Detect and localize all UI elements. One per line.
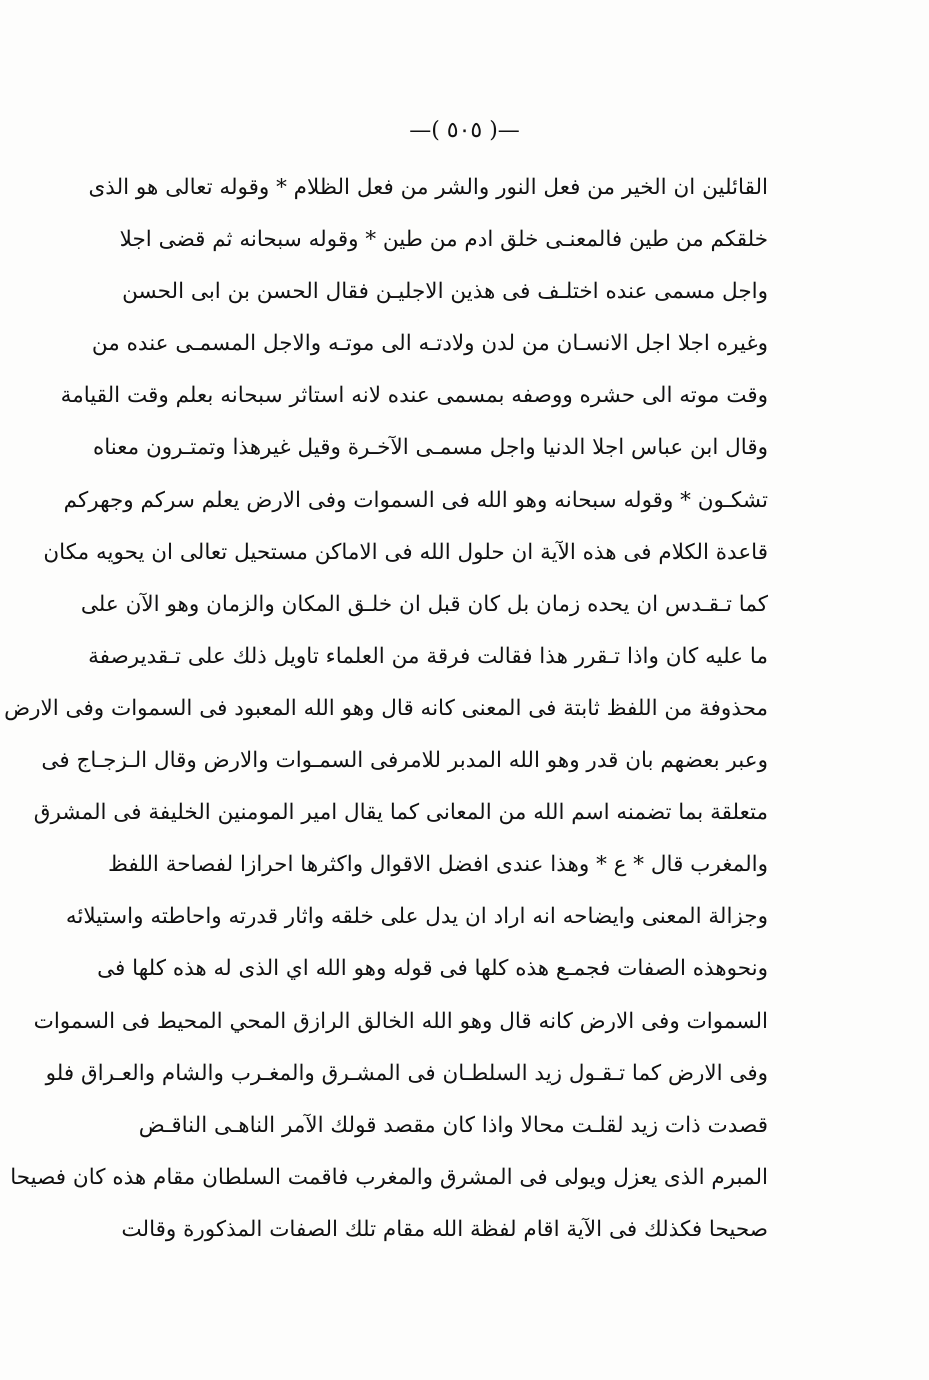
text-line: كما تـقـدس ان يحده زمان بل كان قبل ان خلـق المكان والزمان وهو الآن على — [80, 591, 768, 617]
text-line: وجزالة المعنى وايضاحه انه اراد ان يدل على خلقه واثار قدرته واحاطته واستيلائه — [65, 904, 768, 930]
text-line: صحيحا فكذلك فى الآية اقام لفظة الله مقام تلك الصفات المذكورة وقالت — [121, 1216, 768, 1242]
text-line: واجل مسمى عنده اختلـف فى هذين الاجليـن فقال الحسن بن ابى الحسن — [122, 279, 768, 305]
text-line: وفى الارض كما تـقـول زيد السلطـان فى المشـرق والمغـرب والشام والعـراق فلو — [45, 1060, 768, 1086]
text-line: القائلين ان الخير من فعل النور والشر من فعل الظلام * وقوله تعالى هو الذى — [88, 175, 768, 200]
body-text — [4, 162, 768, 1256]
text-line: والمغرب قال * ع * وهذا عندى افضل الاقوال واكثرها احرازا لفصاحة اللفظ — [107, 852, 768, 878]
text-line: متعلقة بما تضمنه اسم الله من المعانى كما يقال امير المومنين الخليفة فى المشرق — [33, 800, 768, 826]
text-line: وغيره اجلا اجل الانسـان من لدن ولادتـه الى موتـه والاجل المسمـى عنده من — [91, 331, 768, 357]
text-line: محذوفة من اللفظ ثابتة فى المعنى كانه قال وهو الله المعبود فى السموات وفى الارض — [4, 695, 768, 721]
text-line: قصدت ذات زيد لقلـت محالا واذا كان مقصد قولك الآمر الناهـى الناقـض — [138, 1112, 768, 1138]
text-line: المبرم الذى يعزل ويولى فى المشرق والمغرب فاقمت السلطان مقام هذه كان فصيحا — [10, 1164, 768, 1190]
text-line: وعبر بعضهم بان قدر وهو الله المدبر للامرفى السمـوات والارض وقال الـزجـاج فى — [41, 748, 768, 774]
text-line: وقال ابن عباس اجلا الدنيا واجل مسمـى الآخـرة وقيل غيرهذا وتمتـرون معناه — [92, 435, 768, 461]
text-line: خلقكم من طين فالمعنـى خلق ادم من طين * وقوله سبحانه ثم قضى اجلا — [119, 227, 768, 253]
page-number: —( ٥٠٥ )— — [409, 118, 520, 143]
text-line: ما عليه كان واذا تـقرر هذا فقالت فرقة من العلماء تاويل ذلك على تـقديرصفة — [88, 643, 768, 669]
text-line: قاعدة الكلام فى هذه الآية ان حلول الله فى الاماكن مستحيل تعالى ان يحويه مكان — [43, 539, 768, 565]
text-line: تشكـون * وقوله سبحانه وهو الله فى السموات وفى الارض يعلم سركم وجهركم — [63, 487, 768, 513]
text-line: ونحوهذه الصفات فجمـع هذه كلها فى قوله وهو الله اي الذى له هذه كلها فى — [97, 956, 768, 982]
text-line: وقت موته الى حشره ووصفه بمسمى عنده لانه استاثر سبحانه بعلم وقت القيامة — [60, 383, 768, 409]
text-line: السموات وفى الارض كانه قال وهو الله الخالق الرازق المحي المحيط فى السموات — [33, 1008, 768, 1034]
